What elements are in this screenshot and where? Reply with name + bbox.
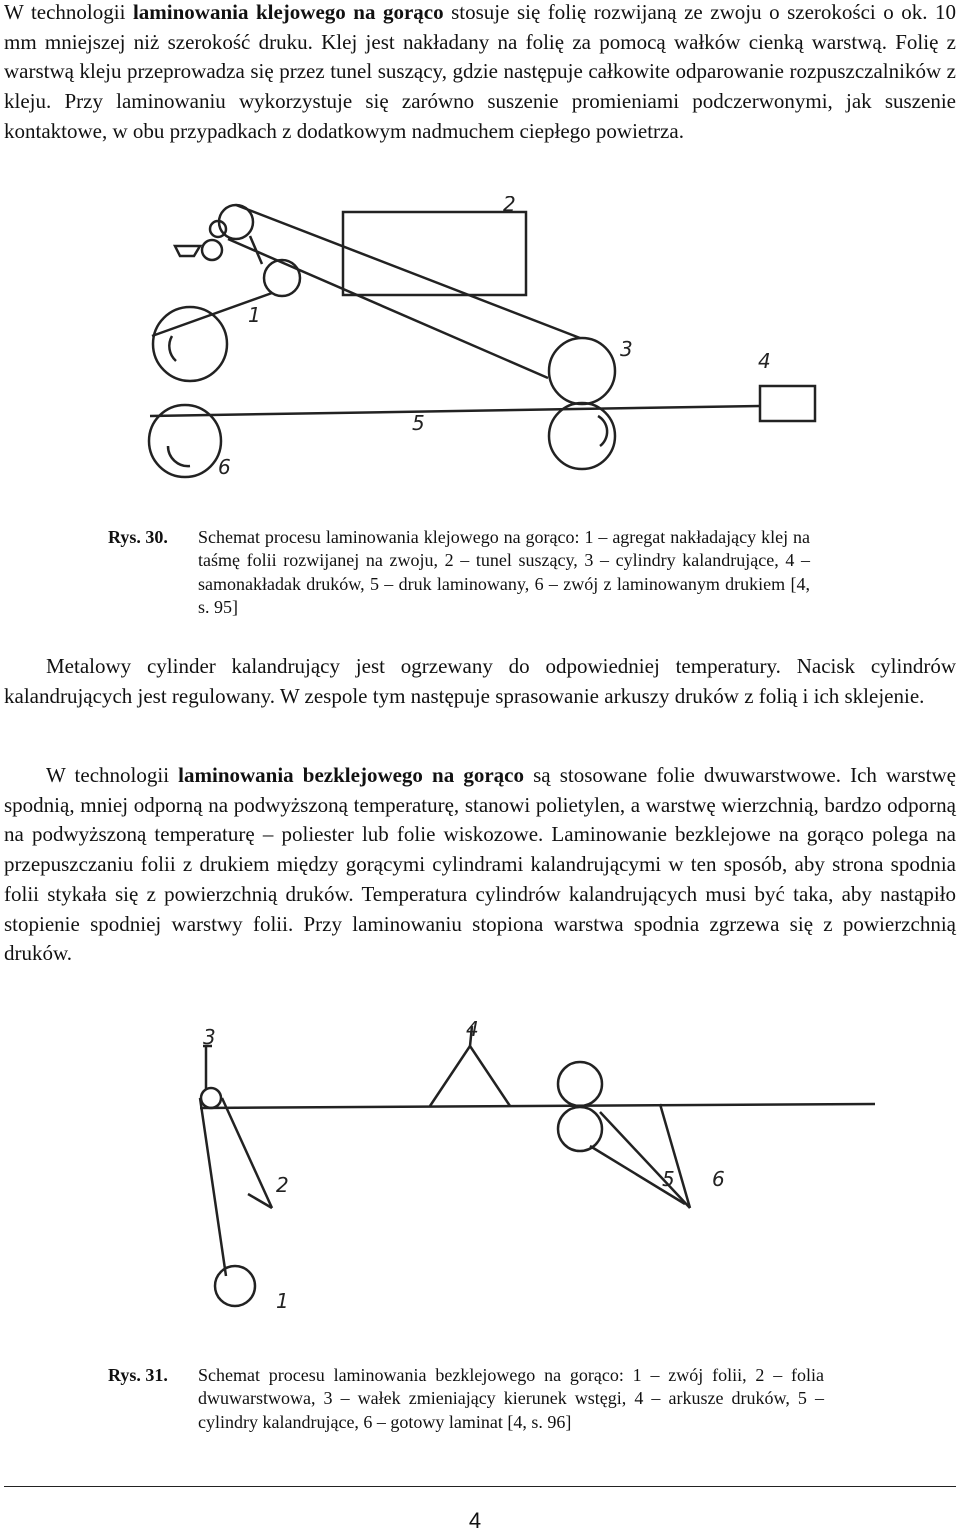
paragraph-laminowanie-bezklejowe [4, 761, 956, 969]
fig2-label-5: 5 [662, 1167, 675, 1191]
main-web-line [200, 1104, 875, 1108]
fig2-label-2: 2 [276, 1173, 289, 1197]
caption-number: Rys. 31. [108, 1365, 168, 1385]
paragraph-laminowanie-klejowe [4, 0, 956, 147]
figure-rys-30 [0, 196, 960, 496]
fig1-label-4: 4 [758, 349, 771, 373]
page-number: 4 [468, 1508, 482, 1533]
bold-term: laminowania klejowego na gorąco [132, 0, 444, 24]
paragraph-text: stosuje się folię rozwijaną ze zwoju o szerokości o ok. 10 mm mniejszej niż szerokość druku. Klej jest nakładany na folię za pomocą wałków cienką warstwą. Folię z warstwą kleju przeprowadza się przez tunel suszący, gdzie następuje całkowite odparowanie rozpuszczalników z kleju. Przy laminowaniu wykorzystuje się zarówno suszenie promieniami podczerwonymi, jak suszenie kontaktowe, w obu przypadkach z dodatkowym nadmuchem ciepłego powietrza. [4, 0, 956, 143]
paragraph-text: W technologii [4, 0, 133, 24]
rotation-arrow [168, 446, 190, 466]
bold-term: laminowania bezklejowego na gorąco [178, 763, 524, 787]
calender-cylinder-bottom [549, 403, 615, 469]
rotation-arrow [598, 416, 607, 446]
caption-text: Schemat procesu laminowania klejowego na gorąco: 1 – agregat nakładający klej na taśmę folii rozwijanej na zwoju, 2 – tunel suszący, 3 – cylindry kalandrujące, 4 – samonakładak druków, 5 – druk laminowany, 6 – zwój z laminowanym drukiem [4, s. 95] [198, 527, 810, 617]
fig1-label-5: 5 [412, 411, 425, 435]
fig1-label-1: 1 [248, 303, 261, 327]
diagram-laminowanie-klejowe [0, 196, 960, 496]
caption-rys-30 [108, 526, 810, 620]
caption-rys-31 [108, 1364, 824, 1460]
calender-cylinder-bottom [558, 1107, 602, 1151]
fig1-label-2: 2 [503, 196, 516, 216]
direction-roller [201, 1088, 221, 1108]
caption-number: Rys. 30. [108, 527, 168, 547]
calender-cylinder-top [549, 338, 615, 404]
fig1-label-3: 3 [620, 337, 633, 361]
fig1-label-6: 6 [218, 455, 231, 479]
fig2-label-1: 1 [276, 1289, 289, 1313]
glue-tray [175, 246, 200, 256]
sheet-stack [430, 1046, 510, 1106]
calender-cylinder-top [558, 1062, 602, 1106]
sheet-feeder [760, 386, 815, 421]
applicator-roll-bottom [202, 240, 222, 260]
applicator-roll-mid [264, 260, 300, 296]
diagram-laminowanie-bezklejowe [0, 1016, 960, 1346]
paragraph-cylinder: Metalowy cylinder kalandrujący jest ogrzewany do odpowiedniej temperatury. Nacisk cylindrów kalandrujących jest regulowany. W zespole tym następuje sprasowanie arkuszy druków z folią i ich sklejenie. [4, 654, 956, 708]
film-reel [215, 1266, 255, 1306]
fig2-label-4: 4 [466, 1017, 479, 1041]
fig2-label-3: 3 [203, 1025, 216, 1049]
rotation-arrow [169, 336, 176, 361]
fig2-label-6: 6 [712, 1167, 725, 1191]
figure-rys-31 [0, 1016, 960, 1346]
paragraph-text: W technologii [46, 763, 179, 787]
laminated-print-line [150, 406, 760, 416]
paragraph-text: są stosowane folie dwuwarstwowe. Ich warstwę spodnią, mniej odporną na podwyższoną temperaturę, stanowi polietylen, a warstwę wierzchnią, bardzo odporną na podwyższoną temperaturę – poliester lub folie wiskozowe. Laminowanie bezklejowe na gorąco polega na przepuszczaniu folii z drukiem między gorącymi cylindrami kalandrującymi w ten sposób, aby strona spodnia folii stykała się z powierzchnią druków. Temperatura cylindrów kalandrujących musi być taka, aby nastąpiło stopienie spodniej warstwy folii. Przy laminowaniu stopiona warstwa spodnia zgrzewa się z powierzchnią druków. [4, 763, 956, 966]
footer-divider [4, 1486, 956, 1487]
caption-text: Schemat procesu laminowania bezklejowego na gorąco: 1 – zwój folii, 2 – folia dwuwarstwowa, 3 – wałek zmieniający kierunek wstęgi, 4 – arkusze druków, 5 – cylindry kalandrujące, 6 – gotowy laminat [4, s. 96] [198, 1365, 824, 1432]
film-reel [153, 307, 227, 381]
